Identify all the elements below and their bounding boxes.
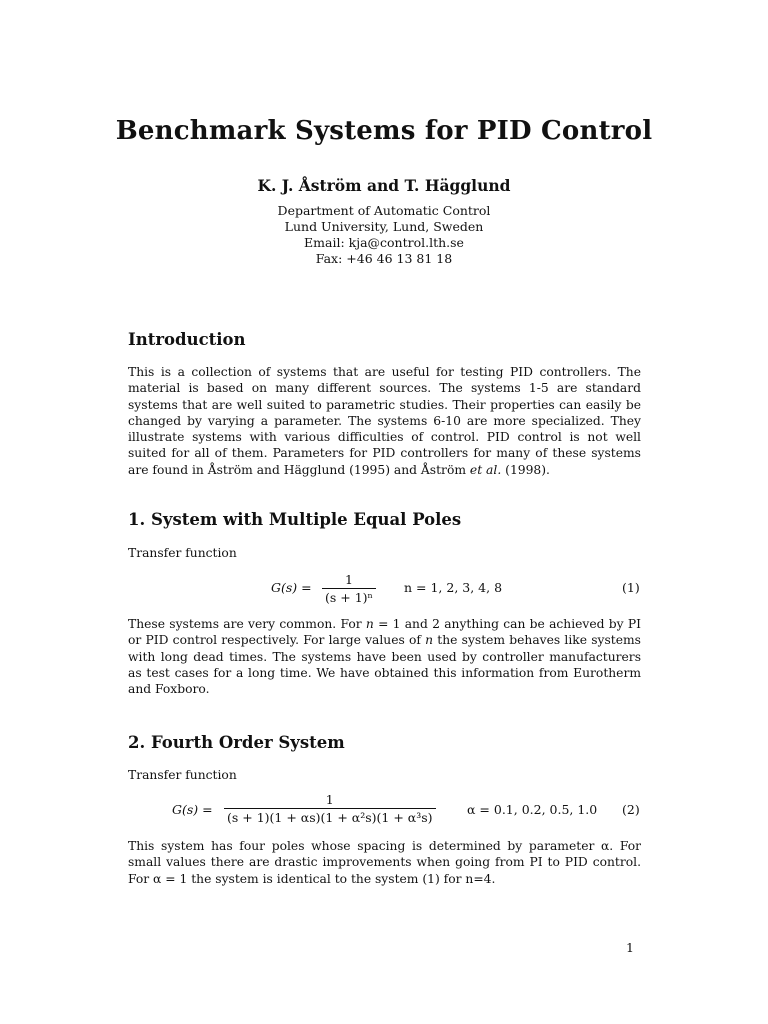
eq2-lhs-text: G(s) = [172, 802, 213, 817]
intro-paragraph [128, 364, 641, 478]
affiliation-university: Lund University, Lund, Sweden [284, 219, 484, 234]
affiliation-department: Department of Automatic Control [277, 203, 491, 218]
intro-text-b: (1998). [501, 462, 550, 477]
eq1-number: (1) [622, 580, 640, 595]
paper-title: Benchmark Systems for PID Control [115, 116, 653, 146]
affiliation-block [0, 203, 768, 267]
eq2-condition: α = 0.1, 0.2, 0.5, 1.0 [467, 802, 598, 817]
section1-label: Transfer function [128, 546, 237, 560]
intro-text-a: This is a collection of systems that are useful for testing PID controllers. The material is based on many different sources. The systems 1-5 are standard systems that are well suited to parametric studies. Their properties can easily be changed by varying a parameter. The systems 6-10 are more specialized. They illustrate systems with various difficulties of control. PID control is not well suited for all of them. Parameters for PID controllers for many of these systems are found in Åström and Hägglund (1995) and Åström [128, 365, 641, 477]
eq1-numerator: 1 [345, 572, 353, 587]
eq1-condition: n = 1, 2, 3, 4, 8 [404, 580, 503, 595]
eq2-numerator: 1 [325, 792, 334, 807]
s1-text-a: These systems are very common. For [128, 617, 366, 631]
affiliation-fax: Fax: +46 46 13 81 18 [315, 251, 453, 266]
section2-paragraph: This system has four poles whose spacing is determined by parameter α. For small values there are drastic improvements when going from PI to PID control. For α = 1 the system is identical to the system (1) for n=4. [128, 839, 641, 886]
affiliation-email: Email: kja@control.lth.se [304, 235, 464, 250]
eq2-lhs [172, 802, 213, 817]
section2-heading: 2. Fourth Order System [128, 733, 345, 752]
eq2-fraction [224, 792, 436, 825]
section1-heading: 1. System with Multiple Equal Poles [128, 510, 462, 529]
eq1-lhs [271, 580, 312, 595]
eq2-number: (2) [622, 802, 640, 817]
intro-heading: Introduction [128, 330, 246, 349]
s1-text-n2: n [425, 633, 434, 648]
page-number: 1 [626, 940, 634, 955]
eq1-fraction [322, 572, 376, 605]
eq1-denominator: (s + 1)ⁿ [322, 588, 376, 605]
s1-text-c: the system behaves like systems with long dead times. The systems have been used by controller manufacturers as test cases for a long time. We have obtained this information from Eurotherm and Foxboro. [128, 633, 641, 697]
s1-text-n1: n [365, 617, 374, 631]
section2-label: Transfer function [128, 768, 237, 782]
eq1-lhs-text: G(s) = [271, 580, 312, 595]
equation-1 [128, 572, 641, 606]
authors: K. J. Åström and T. Hägglund [257, 176, 511, 195]
section1-paragraph [128, 616, 641, 697]
eq2-denominator: (s + 1)(1 + αs)(1 + α²s)(1 + α³s) [224, 808, 436, 825]
intro-text-etal: et al. [469, 462, 502, 477]
s1-text-b: = 1 and 2 anything can be achieved by PI or PID control respectively. For large values of [128, 617, 641, 648]
equation-2 [128, 792, 641, 828]
